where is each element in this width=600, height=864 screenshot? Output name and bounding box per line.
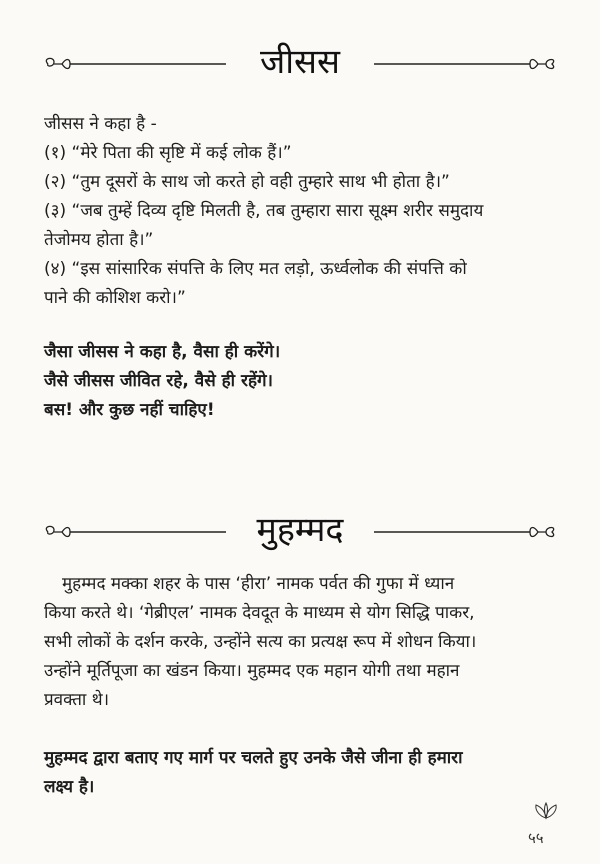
page-number: ५५ [528,829,544,847]
body-line: उन्होंने मूर्तिपूजा का खंडन किया। मुहम्मद एक महान योगी तथा महान [44,661,460,681]
body-line: मुहम्मद मक्का शहर के पास ‘हीरा’ नामक पर्वत की गुफा में ध्यान [62,574,455,594]
leaf-icon [533,802,559,820]
resolve-line: जैसे जीसस जीवित रहे, वैसे ही रहेंगे। [44,371,273,391]
muhammad-conclusion [44,744,564,802]
quote-line: (२) “तुम दूसरों के साथ जो करते हो वही तुम्हारे साथ भी होता है।” [44,172,450,192]
conclusion-line: मुहम्मद द्वारा बताए गए मार्ग पर चलते हुए उनके जैसे जीना ही हमारा [44,748,463,768]
body-line: सभी लोकों के दर्शन करके, उन्होंने सत्य का प्रत्यक्ष रूप में शोधन किया। [44,632,477,652]
jesus-resolve [44,338,564,425]
section-heading-jesus [0,40,600,90]
resolve-line: जैसा जीसस ने कहा है, वैसा ही करेंगे। [44,342,281,362]
jesus-quotes [44,110,564,313]
page-title-jesus: जीसस [259,42,340,82]
intro-line: जीसस ने कहा है - [44,114,157,134]
quote-line: (१) “मेरे पिता की सृष्टि में कई लोक हैं।” [44,143,292,163]
quote-line: पाने की कोशिश करो।” [44,288,186,308]
conclusion-line: लक्ष्य है। [44,777,95,797]
quote-line: तेजोमय होता है।” [44,230,154,250]
resolve-line: बस! और कुछ नहीं चाहिए! [44,400,215,420]
page-title-muhammad: मुहम्मद [256,510,344,550]
section-heading-muhammad [0,508,600,558]
body-line: प्रवक्ता थे। [44,690,110,710]
quote-line: (३) “जब तुम्हें दिव्य दृष्टि मिलती है, तब तुम्हारा सारा सूक्ष्म शरीर समुदाय [44,201,484,221]
quote-line: (४) “इस सांसारिक संपत्ति के लिए मत लड़ो, ऊर्ध्वलोक की संपत्ति को [44,259,467,279]
ornament-right-icon [370,54,560,74]
muhammad-body [44,570,564,715]
ornament-right-icon [370,522,560,542]
body-line: किया करते थे। ‘गेब्रीएल’ नामक देवदूत के माध्यम से योग सिद्धि पाकर, [44,603,475,623]
